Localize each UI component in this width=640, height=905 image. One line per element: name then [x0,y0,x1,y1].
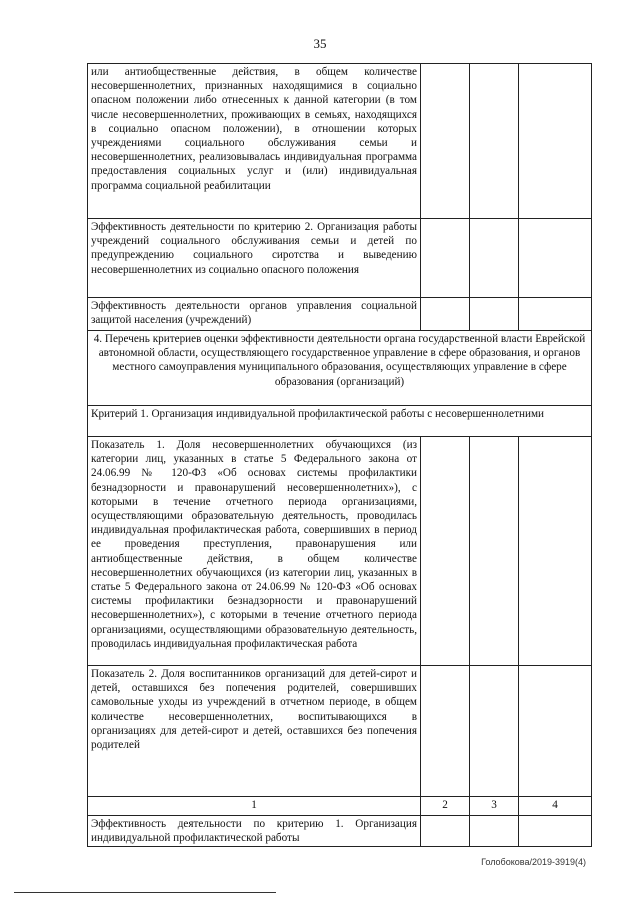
table-row [88,298,592,331]
empty-cell [421,666,470,797]
column-number: 3 [470,797,519,816]
table-row [88,437,592,666]
table-row [88,219,592,298]
empty-cell [470,64,519,219]
row-text: Показатель 2. Доля воспитанников организаций для детей-сирот и детей, оставшихся без попечения родителей, совершивших самовольные уходы из учреждений в отчетном периоде, в общем количестве несовершеннолетних, воспитывающихся в организациях для детей-сирот и детей, оставшихся без попечения родителей [88,666,421,797]
divider [14,892,276,893]
empty-cell [470,816,519,847]
row-text: Показатель 1. Доля несовершеннолетних обучающихся (из категории лиц, указанных в статье 5 Федерального закона от 24.06.99 № 120-ФЗ «Об основах системы профилактики безнадзорности и правонарушений несовершеннолетних»), с которыми в течение отчетного периода организациями, осуществляющими образовательную деятельность, проводилась индивидуальная профилактическая работа, совершивших в период ее проведения преступления, правонарушения или антиобщественные действия, в общем количестве несовершеннолетних обучающихся (из категории лиц, указанных в статье 5 Федерального закона от 24.06.99 № 120-ФЗ «Об основах системы профилактики безнадзорности и правонарушений несовершеннолетних»), с которыми в течение отчетного периода организациями, осуществляющими образовательную деятельность, проводилась индивидуальная профилактическая работа [88,437,421,666]
empty-cell [421,816,470,847]
page-number: 35 [313,36,327,51]
table-row [88,406,592,437]
table-row [88,64,592,219]
empty-cell [519,816,592,847]
empty-cell [519,298,592,331]
empty-cell [421,298,470,331]
empty-cell [519,666,592,797]
criterion-heading: Критерий 1. Организация индивидуальной профилактической работы с несовершеннолетними [88,406,592,437]
row-text: Эффективность деятельности органов управления социальной защитой населения (учреждений) [88,298,421,331]
column-number: 4 [519,797,592,816]
row-text: Эффективность деятельности по критерию 1. Организация индивидуальной профилактической работы [88,816,421,847]
empty-cell [519,437,592,666]
empty-cell [470,219,519,298]
empty-cell [470,437,519,666]
empty-cell [421,219,470,298]
table-row [88,331,592,406]
row-text: или антиобщественные действия, в общем количестве несовершеннолетних, признанных находящимися в социально опасном положении либо отнесенных к данной категории (в том числе несовершеннолетних, проживающих в семьях, находящихся в социально опасном положении), в отношении которых учреждениями социального обслуживания семьи и несовершеннолетних, реализовывалась индивидуальная программа предоставления социальных услуг и (или) индивидуальная программа социальной реабилитации [88,64,421,219]
empty-cell [421,437,470,666]
empty-cell [470,666,519,797]
empty-cell [421,64,470,219]
section-heading: 4. Перечень критериев оценки эффективности деятельности органа государственной власти Еврейской автономной области, осуществляющего государственное управление в сфере образования, и органов местного самоуправления муниципального образования, осуществляющих управление в сфере образования (организаций) [88,331,592,406]
table-row [88,816,592,847]
empty-cell [519,64,592,219]
document-code: Голобокова/2019-3919(4) [481,857,586,867]
empty-cell [519,219,592,298]
row-text: Эффективность деятельности по критерию 2. Организация работы учреждений социального обслуживания семьи и детей по предупреждению социального сиротства и выведению несовершеннолетних из социально опасного положения [88,219,421,298]
criteria-table [87,63,592,847]
table-row [88,666,592,797]
empty-cell [470,298,519,331]
column-number-row [88,797,592,816]
column-number: 2 [421,797,470,816]
column-number: 1 [88,797,421,816]
